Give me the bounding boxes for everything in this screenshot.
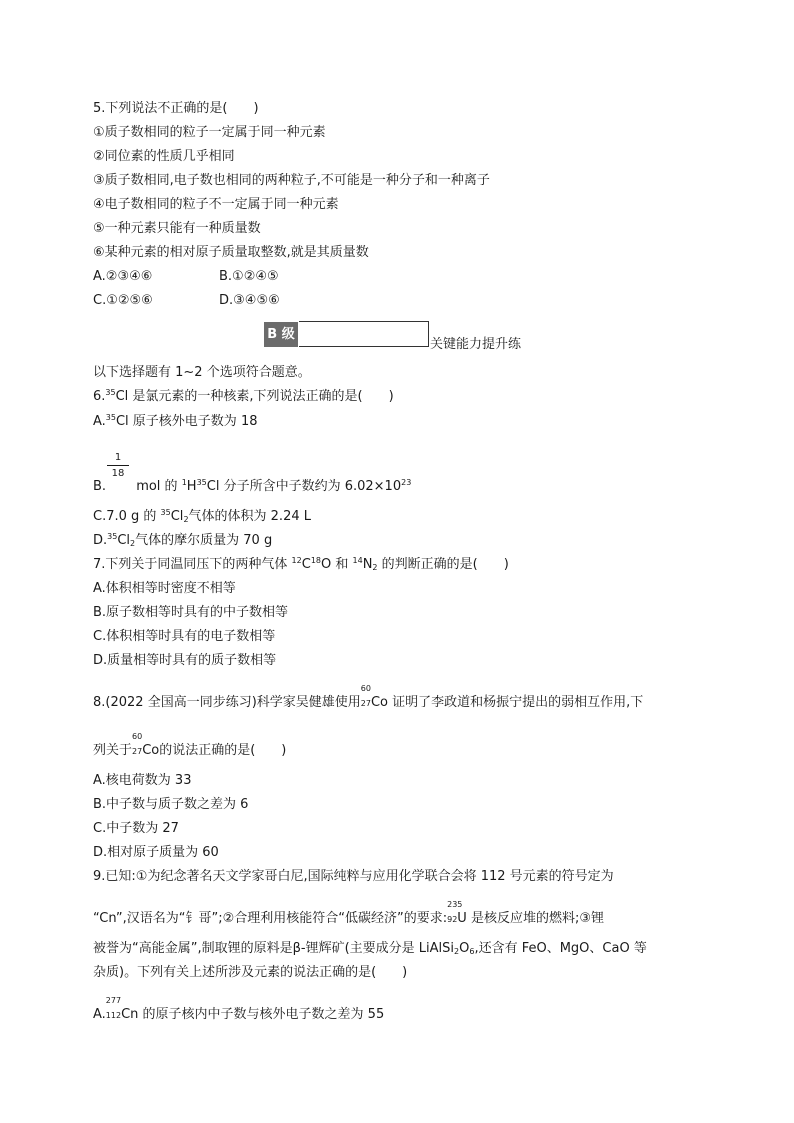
q5-option-c: C.①②⑤⑥ [93, 293, 153, 308]
q5-item-3: ③质子数相同,电子数也相同的两种粒子,不可能是一种分子和一种离子 [93, 173, 490, 188]
section-header-box [299, 321, 429, 347]
q6-option-c: C.7.0 g 的 $^{35}Cl_2$气体的体积为 2.24 L [93, 508, 311, 524]
q9-stem-line2: “Cn”,汉语名为“钅哥”;②合理利用核能符合“低碳经济”的要求: 235 92U 是核反应堆的燃料;③锂 [93, 900, 604, 926]
q7-option-c: C.体积相等时具有的电子数相等 [93, 629, 276, 644]
q7-option-b: B.原子数相等时具有的中子数相等 [93, 605, 289, 620]
q9-option-a: A. 277 112Cn 的原子核内中子数与核外电子数之差为 55 [93, 996, 385, 1022]
q5-option-d: D.③④⑤⑥ [219, 293, 280, 308]
q8-option-a: A.核电荷数为 33 [93, 773, 192, 788]
q8-option-c: C.中子数为 27 [93, 821, 179, 836]
q8-option-d: D.相对原子质量为 60 [93, 845, 219, 860]
q7-option-a: A.体积相等时密度不相等 [93, 581, 236, 596]
q9-stem-line3: 被誉为“高能金属”,制取锂的原料是β-锂辉矿(主要成分是 $LiAlSi_2O_6$,还含有 FeO、MgO、CaO 等 [93, 941, 647, 956]
q8-stem-line2: 列关于 60 27Co的说法正确的是( ) [93, 732, 287, 758]
section-title: 关键能力提升练 [430, 337, 522, 352]
section-level-badge: B 级 [264, 322, 298, 347]
q5-item-4: ④电子数相同的粒子不一定属于同一种元素 [93, 197, 339, 212]
q5-stem: 5.下列说法不正确的是( ) [93, 101, 259, 116]
q9-stem-line1: 9.已知:①为纪念著名天文学家哥白尼,国际纯粹与应用化学联合会将 112 号元素的符号定为 [93, 869, 614, 884]
q5-item-1: ①质子数相同的粒子一定属于同一种元素 [93, 125, 326, 140]
q8-stem: 8.(2022 全国高一同步练习)科学家吴健雄使用 60 27Co 证明了李政道和杨振宁提出的弱相互作用,下 [93, 684, 644, 710]
q7-option-d: D.质量相等时具有的质子数相等 [93, 653, 277, 668]
q8-option-b: B.中子数与质子数之差为 6 [93, 797, 249, 812]
q9-stem-line4: 杂质)。下列有关上述所涉及元素的说法正确的是( ) [93, 965, 408, 980]
q6-option-b: B. mol 的 $^1H^{35}Cl$ 分子所含中子数约为 $6.02\times 10^{23}$ [93, 478, 412, 494]
q5-item-6: ⑥某种元素的相对原子质量取整数,就是其质量数 [93, 245, 369, 260]
q6-stem: 6.35Cl 是氯元素的一种核素,下列说法正确的是( ) [93, 388, 394, 404]
q6-option-d: $D.^{35}Cl_2$气体的摩尔质量为 70 g [93, 532, 273, 548]
q6-option-a: A.$^{35}$Cl 原子核外电子数为 18 [93, 413, 258, 429]
q5-option-b: B.①②④⑤ [219, 269, 279, 284]
q6-fraction: 1 18 [107, 452, 129, 479]
q7-stem: 7.下列关于同温同压下的两种气体 $^{12}C^{18}O$ 和 $^{14}N_2$ 的判断正确的是( ) [93, 556, 509, 572]
q5-option-a: A.②③④⑥ [93, 269, 153, 284]
q5-item-2: ②同位素的性质几乎相同 [93, 149, 235, 164]
section-note: 以下选择题有 1~2 个选项符合题意。 [93, 365, 311, 380]
q5-item-5: ⑤一种元素只能有一种质量数 [93, 221, 261, 236]
